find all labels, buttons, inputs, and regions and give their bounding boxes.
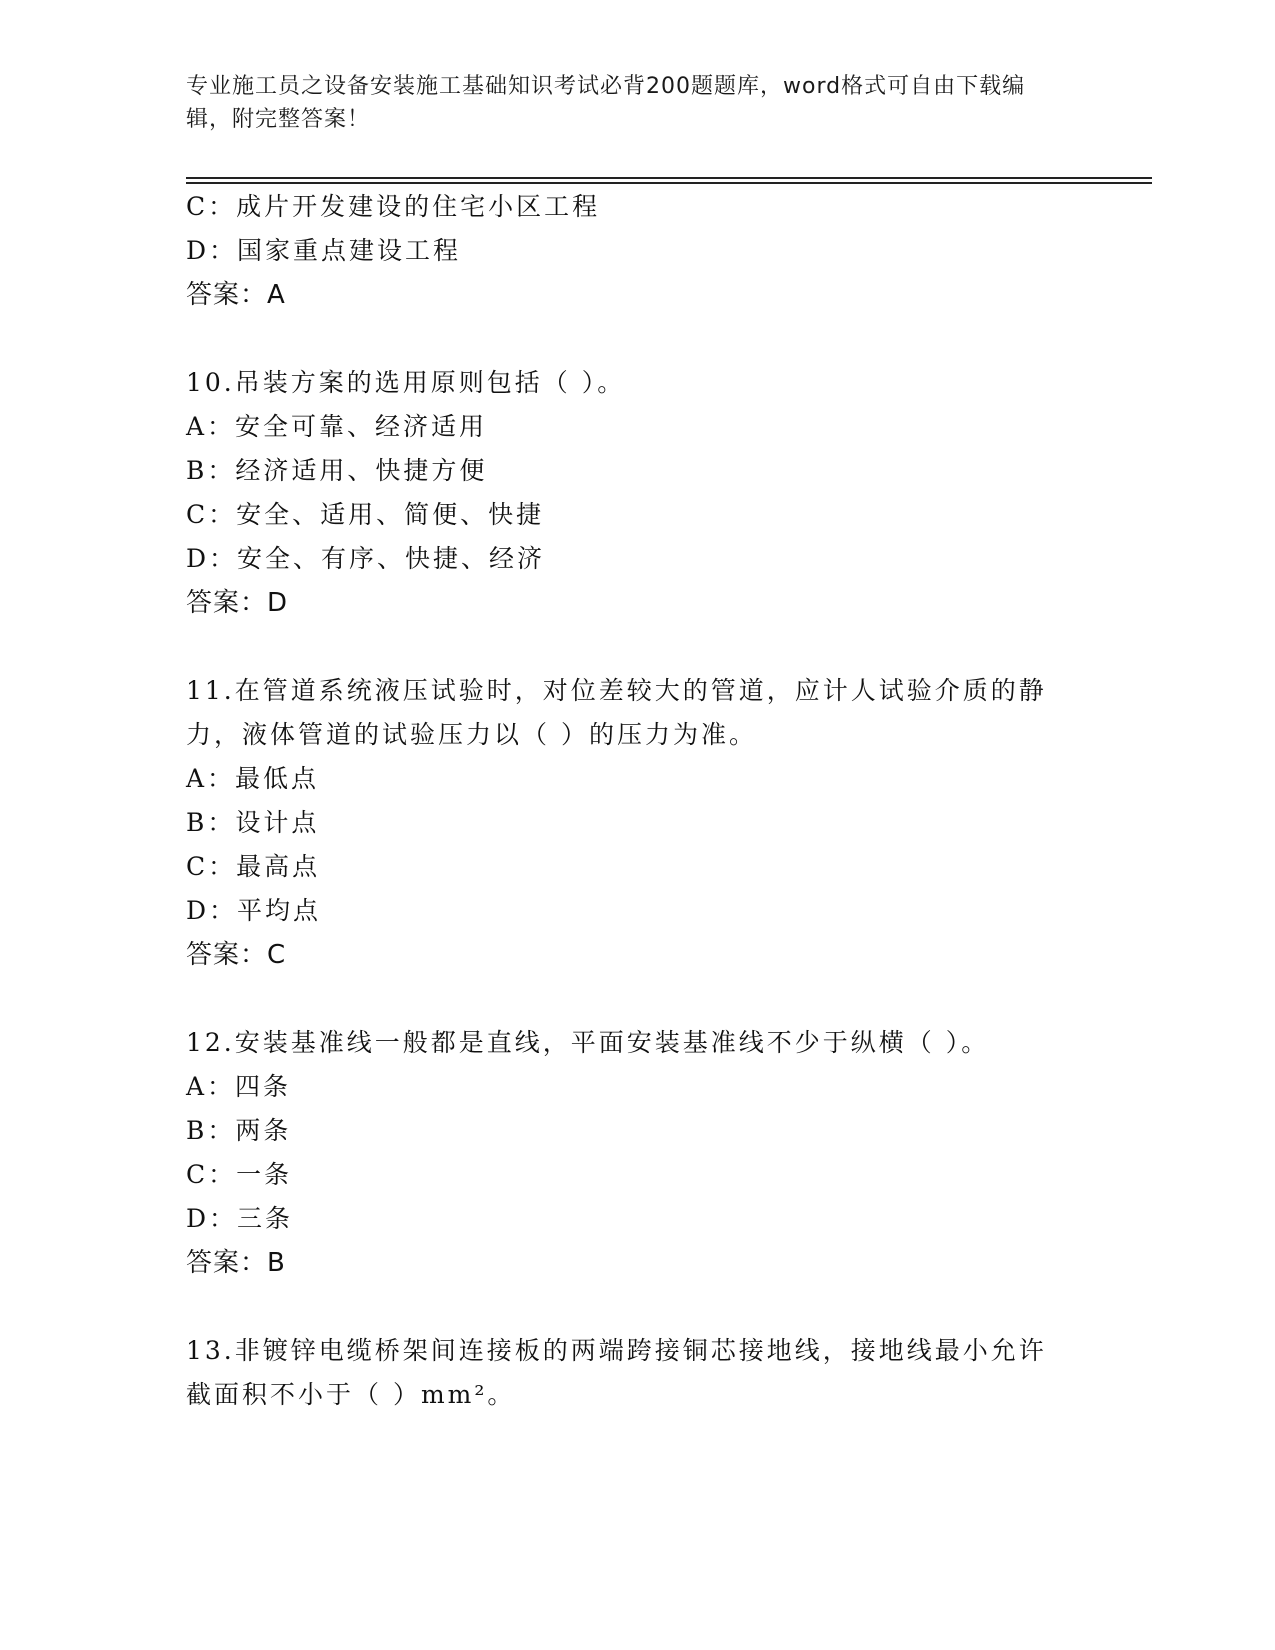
question-stem-line-2: 力，液体管道的试验压力以（ ）的压力为准。 [186,720,757,749]
option-d: D：三条 [186,1204,294,1233]
option-a: A：四条 [186,1072,292,1101]
option-d: D：安全、有序、快捷、经济 [186,544,546,573]
header-divider-top [186,177,1152,179]
header-divider-bottom [186,182,1152,184]
question-stem-line-1: 11.在管道系统液压试验时，对位差较大的管道，应计人试验介质的静 [186,676,1047,705]
answer: 答案：C [186,940,287,970]
option-a: A：最低点 [186,764,320,793]
option-d: D：国家重点建设工程 [186,236,462,265]
option-b: B：设计点 [186,808,320,837]
answer: 答案：B [186,1248,286,1278]
option-c: C：一条 [186,1160,293,1189]
option-c: C：安全、适用、简便、快捷 [186,500,545,529]
question-stem: 10.吊装方案的选用原则包括（ ）。 [186,368,626,397]
option-d: D：平均点 [186,896,322,925]
option-b: B：经济适用、快捷方便 [186,456,488,485]
option-b: B：两条 [186,1116,292,1145]
question-stem-line-2: 截面积不小于（ ）mm²。 [186,1380,516,1409]
option-c: C：成片开发建设的住宅小区工程 [186,192,601,221]
question-stem-line-1: 13.非镀锌电缆桥架间连接板的两端跨接铜芯接地线，接地线最小允许 [186,1336,1047,1365]
answer: 答案：D [186,588,289,618]
question-stem: 12.安装基准线一般都是直线，平面安装基准线不少于纵横（ ）。 [186,1028,990,1057]
answer: 答案：A [186,280,286,310]
option-a: A：安全可靠、经济适用 [186,412,488,441]
option-c: C：最高点 [186,852,321,881]
document-header: 专业施工员之设备安装施工基础知识考试必背200题题库，word格式可自由下载编辑，附完整答案！ [186,74,1026,132]
